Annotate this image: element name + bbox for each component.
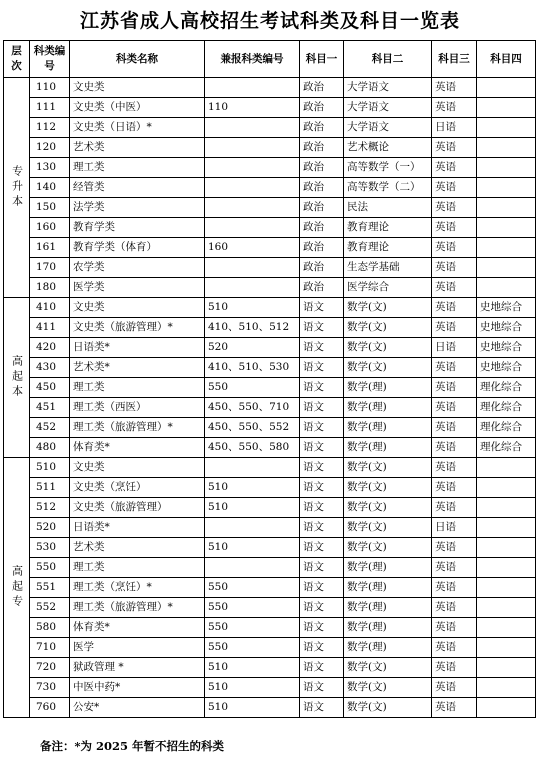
subject-1-cell: 语文 — [300, 538, 344, 558]
category-name-cell: 理工类（旅游管理）* — [70, 598, 205, 618]
category-name-cell: 理工类 — [70, 378, 205, 398]
table-row — [4, 138, 536, 158]
category-code-cell: 480 — [30, 438, 70, 458]
concurrent-code-cell: 160 — [205, 238, 300, 258]
subject-2-cell: 数学(文) — [344, 678, 432, 698]
subject-4-cell — [477, 158, 536, 178]
category-code-cell: 552 — [30, 598, 70, 618]
subject-3-cell: 英语 — [432, 98, 477, 118]
subject-4-cell: 理化综合 — [477, 418, 536, 438]
subject-2-cell: 数学(理) — [344, 398, 432, 418]
subject-2-cell: 数学(理) — [344, 578, 432, 598]
subject-4-cell: 理化综合 — [477, 438, 536, 458]
subject-1-cell: 政治 — [300, 198, 344, 218]
subject-2-cell: 生态学基础 — [344, 258, 432, 278]
header-category-name: 科类名称 — [70, 41, 205, 78]
subject-1-cell: 语文 — [300, 478, 344, 498]
table-row — [4, 378, 536, 398]
subject-3-cell: 英语 — [432, 198, 477, 218]
subject-1-cell: 语文 — [300, 558, 344, 578]
category-code-cell: 430 — [30, 358, 70, 378]
table-row — [4, 398, 536, 418]
category-name-cell: 理工类 — [70, 558, 205, 578]
concurrent-code-cell — [205, 278, 300, 298]
subject-2-cell: 民法 — [344, 198, 432, 218]
subject-1-cell: 政治 — [300, 258, 344, 278]
table-row — [4, 578, 536, 598]
subject-4-cell: 史地综合 — [477, 358, 536, 378]
category-name-cell: 文史类（中医） — [70, 98, 205, 118]
concurrent-code-cell — [205, 138, 300, 158]
category-code-cell: 760 — [30, 698, 70, 718]
concurrent-code-cell: 550 — [205, 618, 300, 638]
subject-3-cell: 日语 — [432, 338, 477, 358]
concurrent-code-cell: 510 — [205, 298, 300, 318]
subject-4-cell — [477, 538, 536, 558]
level-cell: 高起本 — [4, 298, 30, 458]
category-code-cell: 160 — [30, 218, 70, 238]
subject-2-cell: 数学(文) — [344, 698, 432, 718]
subject-3-cell: 日语 — [432, 518, 477, 538]
table-row — [4, 178, 536, 198]
table-row — [4, 678, 536, 698]
subject-3-cell: 英语 — [432, 318, 477, 338]
subject-3-cell: 英语 — [432, 598, 477, 618]
table-row — [4, 118, 536, 138]
table-row — [4, 358, 536, 378]
subject-4-cell — [477, 478, 536, 498]
subject-2-cell: 数学(理) — [344, 598, 432, 618]
subject-3-cell: 英语 — [432, 678, 477, 698]
table-row — [4, 538, 536, 558]
subject-4-cell: 理化综合 — [477, 398, 536, 418]
table-row — [4, 618, 536, 638]
header-level: 层次 — [4, 41, 30, 78]
table-row — [4, 598, 536, 618]
concurrent-code-cell: 450、550、580 — [205, 438, 300, 458]
subject-4-cell: 史地综合 — [477, 338, 536, 358]
header-subject-2: 科目二 — [344, 41, 432, 78]
subject-3-cell: 英语 — [432, 178, 477, 198]
subject-2-cell: 数学(文) — [344, 658, 432, 678]
subject-1-cell: 语文 — [300, 658, 344, 678]
table-row — [4, 338, 536, 358]
concurrent-code-cell: 550 — [205, 598, 300, 618]
category-name-cell: 文史类 — [70, 78, 205, 98]
category-name-cell: 公安* — [70, 698, 205, 718]
subject-3-cell: 英语 — [432, 138, 477, 158]
subject-4-cell — [477, 118, 536, 138]
category-name-cell: 理工类 — [70, 158, 205, 178]
subject-3-cell: 英语 — [432, 238, 477, 258]
table-row — [4, 218, 536, 238]
table-row — [4, 158, 536, 178]
category-name-cell: 文史类（旅游管理）* — [70, 318, 205, 338]
category-code-cell: 710 — [30, 638, 70, 658]
subject-1-cell: 语文 — [300, 498, 344, 518]
category-name-cell: 文史类 — [70, 298, 205, 318]
level-cell: 专升本 — [4, 78, 30, 298]
table-row — [4, 298, 536, 318]
concurrent-code-cell: 510 — [205, 658, 300, 678]
subject-1-cell: 政治 — [300, 158, 344, 178]
subject-4-cell — [477, 578, 536, 598]
category-name-cell: 文史类 — [70, 458, 205, 478]
category-code-cell: 120 — [30, 138, 70, 158]
subject-2-cell: 数学(理) — [344, 418, 432, 438]
subject-1-cell: 政治 — [300, 218, 344, 238]
category-name-cell: 日语类* — [70, 338, 205, 358]
subject-1-cell: 语文 — [300, 318, 344, 338]
category-code-cell: 551 — [30, 578, 70, 598]
subject-2-cell: 数学(文) — [344, 298, 432, 318]
category-name-cell: 医学 — [70, 638, 205, 658]
subject-2-cell: 艺术概论 — [344, 138, 432, 158]
category-code-cell: 550 — [30, 558, 70, 578]
table-row — [4, 458, 536, 478]
subject-3-cell: 英语 — [432, 578, 477, 598]
subject-3-cell: 英语 — [432, 618, 477, 638]
subject-1-cell: 语文 — [300, 458, 344, 478]
subject-4-cell — [477, 698, 536, 718]
subject-4-cell: 理化综合 — [477, 378, 536, 398]
table-body — [4, 78, 536, 718]
concurrent-code-cell — [205, 178, 300, 198]
subject-3-cell: 英语 — [432, 698, 477, 718]
table-row — [4, 658, 536, 678]
concurrent-code-cell: 510 — [205, 478, 300, 498]
category-name-cell: 文史类（烹饪） — [70, 478, 205, 498]
concurrent-code-cell — [205, 218, 300, 238]
category-name-cell: 文史类（旅游管理） — [70, 498, 205, 518]
concurrent-code-cell: 550 — [205, 638, 300, 658]
table-row — [4, 498, 536, 518]
subject-1-cell: 政治 — [300, 278, 344, 298]
subject-4-cell — [477, 218, 536, 238]
subject-3-cell: 英语 — [432, 218, 477, 238]
subject-3-cell: 英语 — [432, 458, 477, 478]
subject-1-cell: 政治 — [300, 98, 344, 118]
concurrent-code-cell — [205, 558, 300, 578]
category-code-cell: 510 — [30, 458, 70, 478]
category-code-cell: 580 — [30, 618, 70, 638]
subject-3-cell: 英语 — [432, 398, 477, 418]
subject-3-cell: 英语 — [432, 638, 477, 658]
subject-1-cell: 语文 — [300, 678, 344, 698]
subject-2-cell: 数学(理) — [344, 618, 432, 638]
category-code-cell: 512 — [30, 498, 70, 518]
subject-1-cell: 政治 — [300, 118, 344, 138]
subject-2-cell: 数学(理) — [344, 558, 432, 578]
category-code-cell: 110 — [30, 78, 70, 98]
table-row — [4, 638, 536, 658]
category-code-cell: 520 — [30, 518, 70, 538]
subject-1-cell: 语文 — [300, 398, 344, 418]
table-row — [4, 278, 536, 298]
category-name-cell: 医学类 — [70, 278, 205, 298]
category-code-cell: 451 — [30, 398, 70, 418]
subject-2-cell: 数学(文) — [344, 478, 432, 498]
subject-3-cell: 英语 — [432, 478, 477, 498]
subject-2-cell: 教育理论 — [344, 238, 432, 258]
subject-4-cell — [477, 138, 536, 158]
subject-2-cell: 高等数学（一） — [344, 158, 432, 178]
concurrent-code-cell: 410、510、530 — [205, 358, 300, 378]
subject-2-cell: 数学(文) — [344, 498, 432, 518]
subject-1-cell: 政治 — [300, 238, 344, 258]
concurrent-code-cell: 550 — [205, 578, 300, 598]
subject-1-cell: 语文 — [300, 438, 344, 458]
category-code-cell: 180 — [30, 278, 70, 298]
subject-4-cell — [477, 238, 536, 258]
category-code-cell: 511 — [30, 478, 70, 498]
subject-2-cell: 医学综合 — [344, 278, 432, 298]
category-name-cell: 理工类（旅游管理）* — [70, 418, 205, 438]
subject-2-cell: 大学语文 — [344, 78, 432, 98]
level-cell: 高起专 — [4, 458, 30, 718]
subject-4-cell — [477, 78, 536, 98]
category-name-cell: 理工类（烹饪）* — [70, 578, 205, 598]
subject-4-cell: 史地综合 — [477, 298, 536, 318]
category-name-cell: 体育类* — [70, 618, 205, 638]
category-code-cell: 161 — [30, 238, 70, 258]
subject-3-cell: 英语 — [432, 258, 477, 278]
subject-4-cell — [477, 258, 536, 278]
subject-3-cell: 英语 — [432, 498, 477, 518]
subject-3-cell: 英语 — [432, 378, 477, 398]
subject-2-cell: 数学(文) — [344, 338, 432, 358]
subjects-table — [3, 40, 536, 718]
table-row — [4, 198, 536, 218]
category-name-cell: 文史类（日语）* — [70, 118, 205, 138]
category-name-cell: 艺术类 — [70, 538, 205, 558]
subject-2-cell: 数学(文) — [344, 538, 432, 558]
category-name-cell: 农学类 — [70, 258, 205, 278]
category-code-cell: 111 — [30, 98, 70, 118]
concurrent-code-cell: 520 — [205, 338, 300, 358]
category-code-cell: 420 — [30, 338, 70, 358]
category-name-cell: 法学类 — [70, 198, 205, 218]
concurrent-code-cell: 510 — [205, 498, 300, 518]
concurrent-code-cell: 510 — [205, 538, 300, 558]
subject-1-cell: 语文 — [300, 358, 344, 378]
category-code-cell: 530 — [30, 538, 70, 558]
subject-2-cell: 数学(文) — [344, 518, 432, 538]
table-row — [4, 318, 536, 338]
subject-2-cell: 大学语文 — [344, 98, 432, 118]
category-name-cell: 艺术类 — [70, 138, 205, 158]
concurrent-code-cell: 510 — [205, 678, 300, 698]
category-code-cell: 170 — [30, 258, 70, 278]
subject-1-cell: 语文 — [300, 618, 344, 638]
table-row — [4, 238, 536, 258]
table-row — [4, 518, 536, 538]
subject-1-cell: 语文 — [300, 598, 344, 618]
concurrent-code-cell — [205, 458, 300, 478]
subject-4-cell — [477, 678, 536, 698]
subject-4-cell — [477, 658, 536, 678]
table-row — [4, 78, 536, 98]
header-subject-3: 科目三 — [432, 41, 477, 78]
category-code-cell: 720 — [30, 658, 70, 678]
subject-2-cell: 数学(文) — [344, 358, 432, 378]
concurrent-code-cell: 410、510、512 — [205, 318, 300, 338]
table-row — [4, 698, 536, 718]
subject-4-cell — [477, 638, 536, 658]
subject-1-cell: 语文 — [300, 298, 344, 318]
table-row — [4, 478, 536, 498]
subject-3-cell: 英语 — [432, 658, 477, 678]
subject-2-cell: 高等数学（二） — [344, 178, 432, 198]
table-row — [4, 558, 536, 578]
concurrent-code-cell: 110 — [205, 98, 300, 118]
category-code-cell: 450 — [30, 378, 70, 398]
subject-4-cell — [477, 98, 536, 118]
category-name-cell: 教育学类（体育） — [70, 238, 205, 258]
header-subject-1: 科目一 — [300, 41, 344, 78]
table-row — [4, 418, 536, 438]
subject-1-cell: 语文 — [300, 638, 344, 658]
subject-3-cell: 英语 — [432, 538, 477, 558]
header-category-code: 科类编号 — [30, 41, 70, 78]
subject-1-cell: 政治 — [300, 138, 344, 158]
category-name-cell: 教育学类 — [70, 218, 205, 238]
concurrent-code-cell — [205, 158, 300, 178]
subject-3-cell: 英语 — [432, 418, 477, 438]
subject-4-cell — [477, 618, 536, 638]
subject-1-cell: 政治 — [300, 178, 344, 198]
category-name-cell: 艺术类* — [70, 358, 205, 378]
table-row — [4, 98, 536, 118]
subject-1-cell: 政治 — [300, 78, 344, 98]
subject-4-cell: 史地综合 — [477, 318, 536, 338]
table-header-row — [4, 41, 536, 78]
concurrent-code-cell — [205, 518, 300, 538]
subject-2-cell: 大学语文 — [344, 118, 432, 138]
subject-1-cell: 语文 — [300, 578, 344, 598]
concurrent-code-cell: 450、550、710 — [205, 398, 300, 418]
subject-3-cell: 英语 — [432, 438, 477, 458]
concurrent-code-cell: 510 — [205, 698, 300, 718]
subject-4-cell — [477, 458, 536, 478]
category-code-cell: 730 — [30, 678, 70, 698]
concurrent-code-cell — [205, 78, 300, 98]
category-code-cell: 411 — [30, 318, 70, 338]
concurrent-code-cell: 450、550、552 — [205, 418, 300, 438]
subject-2-cell: 数学(理) — [344, 438, 432, 458]
category-code-cell: 112 — [30, 118, 70, 138]
subject-3-cell: 英语 — [432, 298, 477, 318]
subject-4-cell — [477, 498, 536, 518]
header-concurrent-code: 兼报科类编号 — [205, 41, 300, 78]
subject-4-cell — [477, 518, 536, 538]
header-subject-4: 科目四 — [477, 41, 536, 78]
table-row — [4, 258, 536, 278]
category-code-cell: 452 — [30, 418, 70, 438]
subject-2-cell: 数学(理) — [344, 638, 432, 658]
subject-1-cell: 语文 — [300, 378, 344, 398]
subject-1-cell: 语文 — [300, 698, 344, 718]
subject-3-cell: 英语 — [432, 358, 477, 378]
subject-2-cell: 数学(文) — [344, 318, 432, 338]
subject-3-cell: 英语 — [432, 278, 477, 298]
category-name-cell: 中医中药* — [70, 678, 205, 698]
subject-4-cell — [477, 598, 536, 618]
subject-2-cell: 数学(理) — [344, 378, 432, 398]
subject-3-cell: 英语 — [432, 78, 477, 98]
category-name-cell: 理工类（西医） — [70, 398, 205, 418]
subject-4-cell — [477, 198, 536, 218]
footnote: 备注：*为 2025 年暂不招生的科类 — [40, 739, 225, 753]
subject-1-cell: 语文 — [300, 418, 344, 438]
category-name-cell: 体育类* — [70, 438, 205, 458]
subject-2-cell: 教育理论 — [344, 218, 432, 238]
subject-3-cell: 日语 — [432, 118, 477, 138]
table-row — [4, 438, 536, 458]
category-code-cell: 140 — [30, 178, 70, 198]
category-name-cell: 狱政管理 * — [70, 658, 205, 678]
subject-4-cell — [477, 558, 536, 578]
concurrent-code-cell: 550 — [205, 378, 300, 398]
subject-2-cell: 数学(文) — [344, 458, 432, 478]
subject-4-cell — [477, 178, 536, 198]
subject-1-cell: 语文 — [300, 338, 344, 358]
subject-1-cell: 语文 — [300, 518, 344, 538]
subject-3-cell: 英语 — [432, 558, 477, 578]
concurrent-code-cell — [205, 258, 300, 278]
concurrent-code-cell — [205, 118, 300, 138]
page-title: 江苏省成人高校招生考试科类及科目一览表 — [79, 10, 460, 32]
category-code-cell: 150 — [30, 198, 70, 218]
subject-4-cell — [477, 278, 536, 298]
category-name-cell: 日语类* — [70, 518, 205, 538]
subject-3-cell: 英语 — [432, 158, 477, 178]
category-code-cell: 410 — [30, 298, 70, 318]
concurrent-code-cell — [205, 198, 300, 218]
category-code-cell: 130 — [30, 158, 70, 178]
category-name-cell: 经管类 — [70, 178, 205, 198]
